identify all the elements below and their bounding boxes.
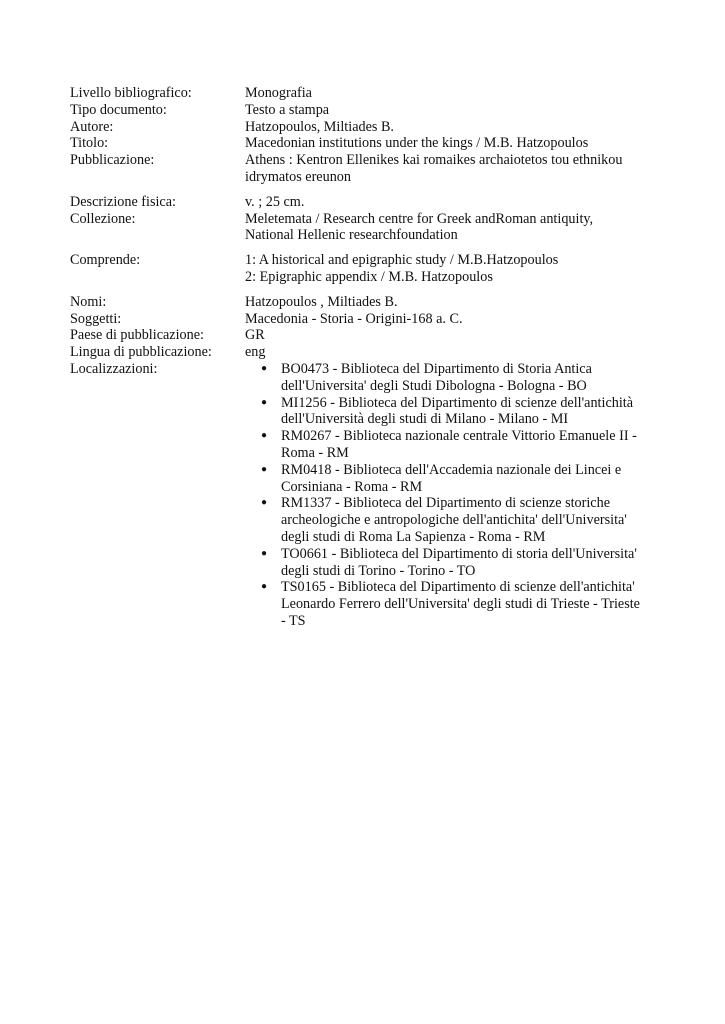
field-descrizione-fisica: [70, 194, 660, 211]
list-item: [245, 361, 660, 395]
value-line: Roma - RM: [281, 444, 349, 461]
field-label: Tipo documento:: [70, 101, 167, 118]
value-line: TS0165 - Biblioteca del Dipartimento di scienze dell'antichita': [281, 579, 635, 596]
field-label: Nomi:: [70, 293, 107, 310]
value-line: RM0267 - Biblioteca nazionale centrale Vittorio Emanuele II -: [281, 428, 637, 445]
bullet-icon: ●: [261, 463, 268, 475]
field-titolo: [70, 135, 660, 152]
value-line: 1: A historical and epigraphic study / M.B.Hatzopoulos: [245, 252, 559, 269]
field-value: GR: [245, 327, 265, 344]
field-nomi: [70, 294, 660, 311]
value-line: BO0473 - Biblioteca del Dipartimento di Storia Antica: [281, 360, 592, 377]
value-line: degli studi di Torino - Torino - TO: [281, 562, 476, 579]
list-item: [245, 579, 660, 629]
field-label: Autore:: [70, 118, 114, 135]
field-label: Collezione:: [70, 210, 136, 227]
field-value: Monografia: [245, 85, 312, 101]
field-lingua: [70, 344, 660, 361]
value-line: dell'Università degli studi di Milano - Milano - MI: [281, 411, 569, 428]
field-label: Localizzazioni:: [70, 360, 158, 377]
value-line: RM1337 - Biblioteca del Dipartimento di scienze storiche: [281, 495, 610, 512]
field-value: [245, 152, 660, 186]
bullet-icon: ●: [261, 430, 268, 442]
bullet-icon: ●: [261, 362, 268, 374]
field-value: eng: [245, 344, 266, 361]
field-label: Comprende:: [70, 252, 141, 269]
field-label: Descrizione fisica:: [70, 193, 176, 210]
field-collezione: [70, 211, 660, 245]
value-line: Meletemata / Research centre for Greek andRoman antiquity,: [245, 210, 594, 227]
field-label: Titolo:: [70, 135, 109, 152]
field-label: Lingua di pubblicazione:: [70, 344, 212, 361]
value-line: RM0418 - Biblioteca dell'Accademia nazionale dei Lincei e: [281, 461, 622, 478]
field-value: v. ; 25 cm.: [245, 193, 305, 210]
field-localizzazioni: [70, 361, 660, 630]
field-value: Macedonia - Storia - Origini-168 a. C.: [245, 310, 463, 327]
field-tipo-documento: [70, 102, 660, 119]
field-soggetti: [70, 311, 660, 328]
bibliographic-record: [70, 85, 660, 630]
field-autore: [70, 119, 660, 136]
field-value: [245, 361, 660, 630]
field-paese: [70, 327, 660, 344]
list-item: [245, 395, 660, 429]
field-value: Testo a stampa: [245, 101, 330, 118]
field-value: Hatzopoulos , Miltiades B.: [245, 293, 398, 310]
bullet-icon: ●: [261, 497, 268, 509]
value-line: MI1256 - Biblioteca del Dipartimento di scienze dell'antichità: [281, 394, 634, 411]
list-item: [245, 428, 660, 462]
field-pubblicazione: [70, 152, 660, 186]
value-line: idrymatos ereunon: [245, 168, 351, 185]
field-label: Livello bibliografico:: [70, 85, 192, 101]
field-livello: [70, 85, 660, 102]
list-item: [245, 495, 660, 545]
value-line: Corsiniana - Roma - RM: [281, 478, 423, 495]
field-label: Paese di pubblicazione:: [70, 327, 204, 344]
list-item: [245, 546, 660, 580]
field-comprende: [70, 252, 660, 286]
value-line: - TS: [281, 612, 306, 629]
bullet-icon: ●: [261, 396, 268, 408]
bullet-icon: ●: [261, 581, 268, 593]
value-line: Leonardo Ferrero dell'Universita' degli studi di Trieste - Trieste: [281, 596, 640, 613]
value-line: Athens : Kentron Ellenikes kai romaikes archaiotetos tou ethnikou: [245, 152, 623, 169]
field-value: [245, 211, 660, 245]
value-line: degli studi di Roma La Sapienza - Roma - RM: [281, 528, 546, 545]
field-value: [245, 252, 660, 286]
value-line: TO0661 - Biblioteca del Dipartimento di storia dell'Universita': [281, 545, 637, 562]
field-label: Soggetti:: [70, 310, 122, 327]
value-line: National Hellenic researchfoundation: [245, 227, 458, 244]
locations-list: [245, 361, 660, 630]
value-line: 2: Epigraphic appendix / M.B. Hatzopoulos: [245, 268, 493, 285]
field-value: Hatzopoulos, Miltiades B.: [245, 118, 394, 135]
value-line: archeologiche e antropologiche dell'antichita' dell'Universita': [281, 512, 627, 529]
bullet-icon: ●: [261, 547, 268, 559]
value-line: dell'Universita' degli Studi Dibologna - Bologna - BO: [281, 377, 587, 394]
field-value: Macedonian institutions under the kings / M.B. Hatzopoulos: [245, 135, 589, 152]
field-label: Pubblicazione:: [70, 152, 155, 169]
list-item: [245, 462, 660, 496]
